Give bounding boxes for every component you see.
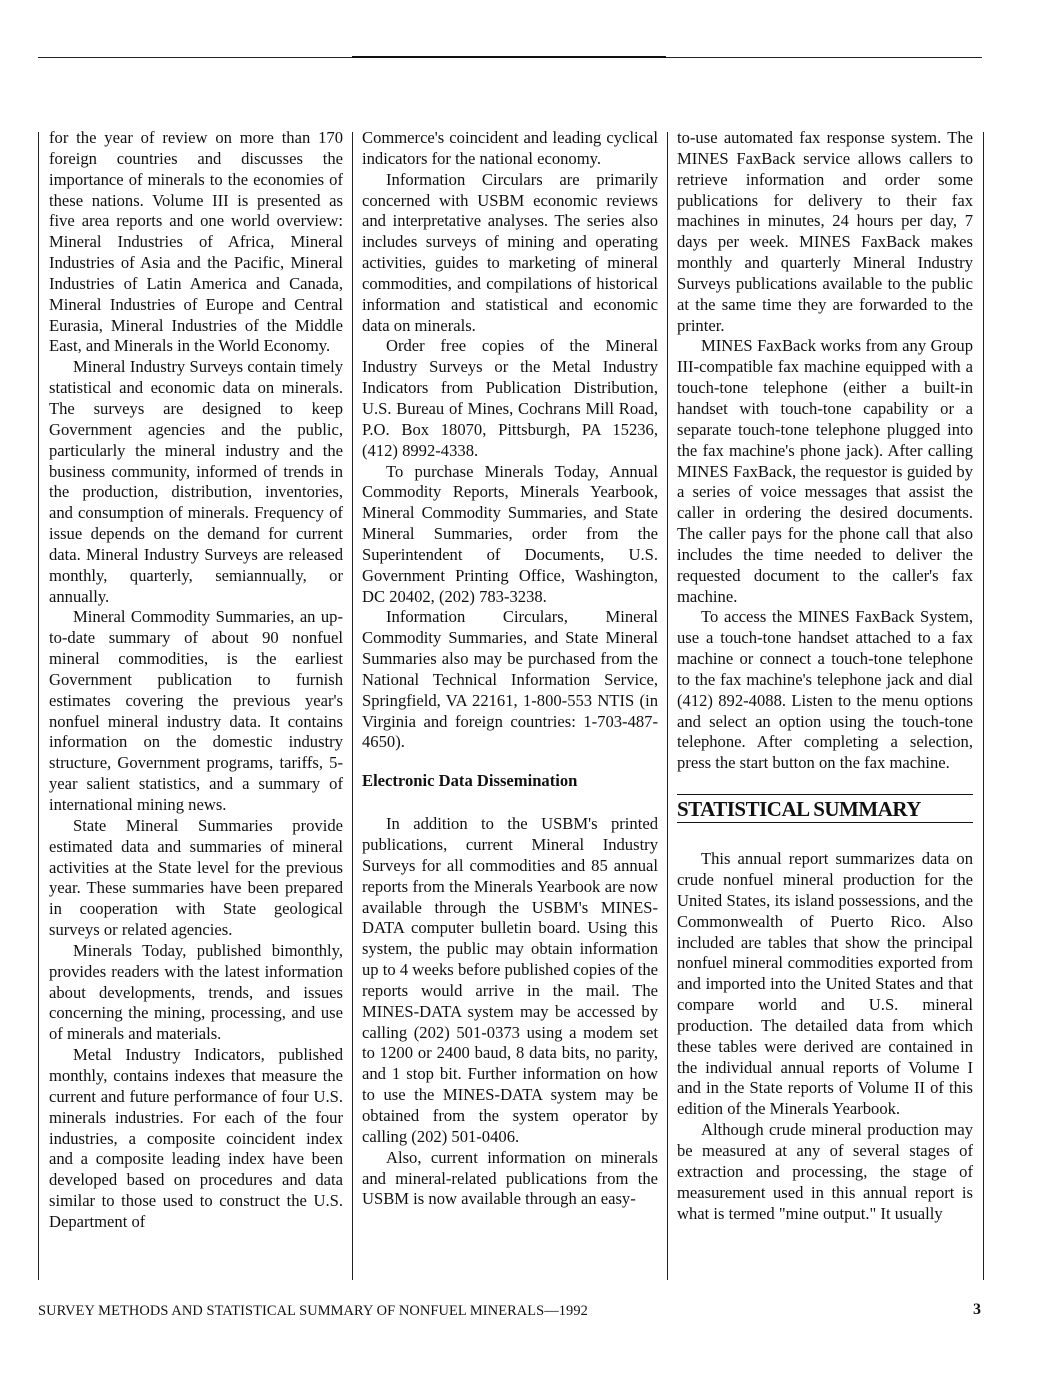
paragraph: Also, current information on minerals and mineral-related publications from the USBM is now available through an easy- bbox=[362, 1147, 658, 1209]
running-footer: SURVEY METHODS AND STATISTICAL SUMMARY OF NONFUEL MINERALS—1992 bbox=[38, 1303, 588, 1319]
paragraph: This annual report summarizes data on crude nonfuel mineral production for the United States, its island possessions, and the Commonwealth of Puerto Rico. Also included are tables that show the principal nonfuel mineral commodities exported from and imported into the United States and that compare world and U.S. mineral production. The detailed data from which these tables were derived are contained in the individual annual reports of Volume I and in the State reports of Volume II of this edition of the Minerals Yearbook. bbox=[677, 849, 973, 1119]
text-column-2 bbox=[362, 128, 658, 1210]
paragraph: To access the MINES FaxBack System, use a touch-tone handset attached to a fax machine or connect a touch-tone telephone to the fax machine's telephone jack and dial (412) 892-4088. Listen to the menu options and select an option using the touch-tone telephone. After completing a selection, press the start button on the fax machine. bbox=[677, 607, 973, 773]
column-divider bbox=[38, 132, 39, 1280]
paragraph: Commerce's coincident and leading cyclical indicators for the national economy. bbox=[362, 128, 658, 168]
column-divider bbox=[352, 132, 353, 1280]
paragraph: Although crude mineral production may be measured at any of several stages of extraction and processing, the stage of measurement used in this annual report is what is termed "mine output." It usually bbox=[677, 1120, 973, 1223]
paragraph: To purchase Minerals Today, Annual Commodity Reports, Minerals Yearbook, Mineral Commodity Summaries, and State Mineral Summaries, order from the Superintendent of Documents, U.S. Government Printing Office, Washington, DC 20402, (202) 783-3238. bbox=[362, 461, 658, 606]
paragraph: Metal Industry Indicators, published monthly, contains indexes that measure the current and future performance of four U.S. minerals industries. For each of the four industries, a composite coincident index and a composite leading index have been developed based on procedures and data similar to those used to construct the U.S. Department of bbox=[49, 1045, 343, 1231]
column-divider bbox=[983, 132, 984, 1280]
page-number: 3 bbox=[973, 1301, 981, 1318]
paragraph: Mineral Industry Surveys contain timely statistical and economic data on minerals. The surveys are designed to keep Government agencies and the public, particularly the mineral industry and the business community, informed of trends in the production, distribution, inventories, and consumption of minerals. Frequency of issue depends on the demand for current data. Mineral Industry Surveys are released monthly, quarterly, semiannually, or annually. bbox=[49, 357, 343, 606]
paragraph: for the year of review on more than 170 foreign countries and discusses the importance of minerals to the economies of these nations. Volume III is presented as five area reports and one world overview: Mineral Industries of Africa, Mineral Industries of Asia and the Pacific, Mineral Industries of Latin America and Canada, Mineral Industries of Europe and Central Eurasia, Mineral Industries of the Middle East, and Minerals in the World Economy. bbox=[49, 128, 343, 356]
text-column-1 bbox=[49, 128, 343, 1233]
paragraph: State Mineral Summaries provide estimated data and summaries of mineral activities at the State level for the previous year. These summaries have been prepared in cooperation with State geological surveys or related agencies. bbox=[49, 815, 343, 940]
paragraph: to-use automated fax response system. The MINES FaxBack service allows callers to retrieve information and order some publications for delivery to their fax machines in minutes, 24 hours per day, 7 days per week. MINES FaxBack makes monthly and quarterly Mineral Industry Surveys publications available to the public at the same time they are forwarded to the printer. bbox=[677, 128, 973, 335]
header-rule-accent bbox=[352, 56, 666, 58]
paragraph: Information Circulars are primarily concerned with USBM economic reviews and interpretative analyses. The series also includes surveys of mining and operating activities, guides to marketing of mineral commodities, and compilations of historical information and statistical and economic data on minerals. bbox=[362, 169, 658, 335]
text-column-3 bbox=[677, 128, 973, 1224]
paragraph: In addition to the USBM's printed publications, current Mineral Industry Surveys for all commodities and 85 annual reports from the Minerals Yearbook are now available through the USBM's MINES-DATA computer bulletin board. Using this system, the public may obtain information up to 4 weeks before published copies of the reports would arrive in the mail. The MINES-DATA system may be accessed by calling (202) 501-0373 using a modem set to 1200 or 2400 baud, 8 data bits, no parity, and 1 stop bit. Further information on how to use the MINES-DATA system may be obtained from the system operator by calling (202) 501-0406. bbox=[362, 814, 658, 1146]
section-subheading: Electronic Data Dissemination bbox=[362, 771, 578, 791]
paragraph: Order free copies of the Mineral Industry Surveys or the Metal Industry Indicators from Publication Distribution, U.S. Bureau of Mines, Cochrans Mill Road, P.O. Box 18070, Pittsburgh, PA 15236, (412) 8992-4338. bbox=[362, 336, 658, 460]
paragraph: Information Circulars, Mineral Commodity Summaries, and State Mineral Summaries also may be purchased from the National Technical Information Service, Springfield, VA 22161, 1-800-553 NTIS (in Virginia and foreign countries: 1-703-487-4650). bbox=[362, 607, 658, 752]
paragraph: MINES FaxBack works from any Group III-compatible fax machine equipped with a touch-tone telephone (either a built-in handset with touch-tone capability or a separate touch-tone telephone plugged into the fax machine's phone jack). After calling MINES FaxBack, the requestor is guided by a series of voice messages that assist the caller in ordering the desired documents. The caller pays for the phone call that also includes the time needed to deliver the requested document to the caller's fax machine. bbox=[677, 336, 973, 606]
section-title: STATISTICAL SUMMARY bbox=[677, 794, 973, 823]
paragraph: Mineral Commodity Summaries, an up-to-date summary of about 90 nonfuel mineral commodities, is the earliest Government publication to furnish estimates covering the previous year's nonfuel mineral industry data. It contains information on the domestic industry structure, Government programs, tariffs, 5-year salient statistics, and a summary of international mining news. bbox=[49, 607, 343, 814]
paragraph: Minerals Today, published bimonthly, provides readers with the latest information about developments, trends, and issues concerning the mining, processing, and use of minerals and materials. bbox=[49, 940, 343, 1044]
column-divider bbox=[667, 132, 668, 1280]
